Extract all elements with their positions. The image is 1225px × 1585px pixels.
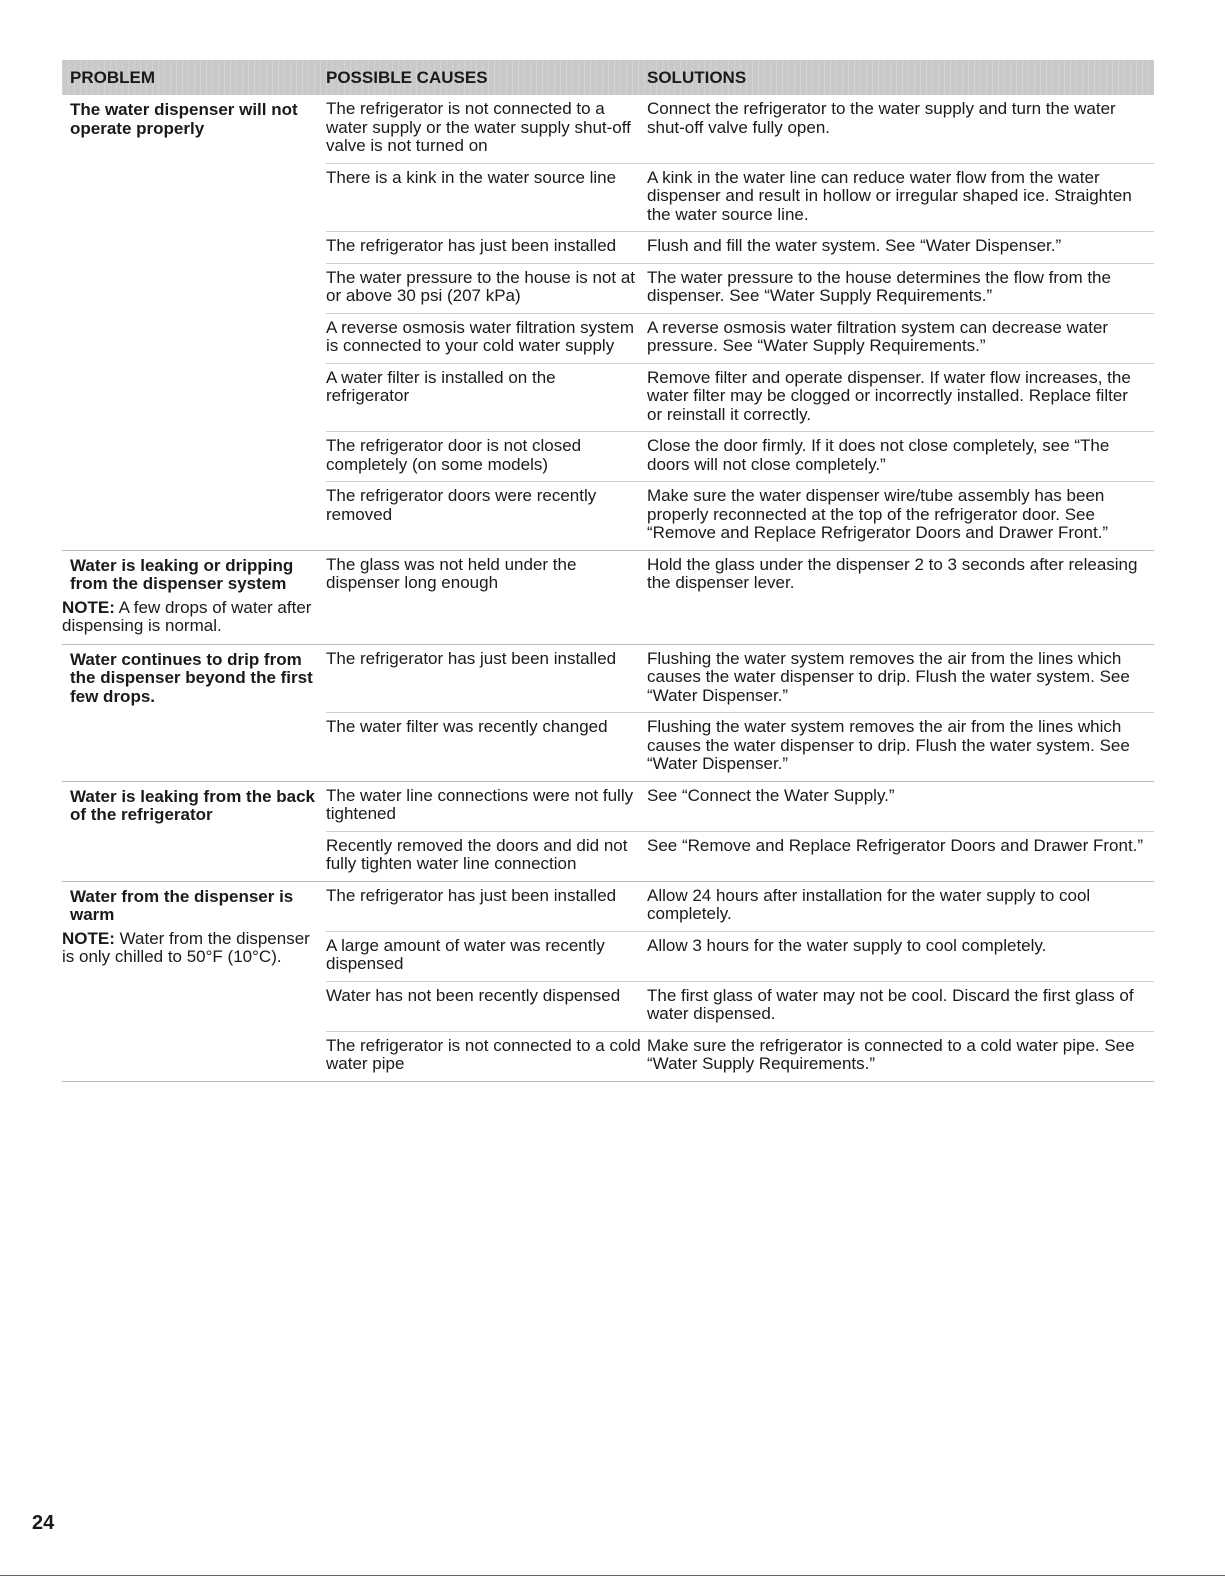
solution-cell: Flushing the water system removes the air from the lines which causes the water dispenser to drip. Flush the water system. See “Water Dispenser.” [647, 648, 1130, 705]
table-row [326, 264, 1154, 314]
solution-cell: Hold the glass under the dispenser 2 to 3 seconds after releasing the dispenser lever. [647, 554, 1138, 592]
table-row [326, 932, 1154, 982]
note-label: NOTE: [62, 928, 115, 948]
cause-solution-list [326, 782, 1154, 881]
table-row [326, 832, 1154, 881]
solution-cell: Remove filter and operate dispenser. If water flow increases, the water filter may be clogged or incorrectly installed. Replace filter or reinstall it correctly. [647, 367, 1131, 424]
solution-cell: The first glass of water may not be cool. Discard the first glass of water dispensed. [647, 985, 1134, 1023]
problem-cell [62, 782, 326, 881]
problem-note [62, 599, 326, 636]
solution-cell: The water pressure to the house determines the flow from the dispenser. See “Water Supply Requirements.” [647, 267, 1111, 305]
table-row [326, 232, 1154, 264]
problem-cell [62, 95, 326, 550]
cause-cell: The refrigerator has just been installed [326, 236, 617, 255]
problem-group [62, 645, 1154, 782]
table-row [326, 551, 1154, 600]
solution-cell: Flushing the water system removes the air from the lines which causes the water dispenser to drip. Flush the water system. See “Water Dispenser.” [647, 717, 1130, 773]
cause-cell: The refrigerator door is not closed completely (on some models) [326, 436, 582, 474]
table-row [326, 314, 1154, 364]
problem-note [62, 930, 326, 967]
table-row [326, 713, 1154, 781]
cause-cell: The water line connections were not fully tightened [326, 785, 634, 823]
table-row [326, 1032, 1154, 1081]
problem-cell [62, 551, 326, 644]
header-problem: PROBLEM [70, 67, 155, 87]
page-number: 24 [32, 1512, 55, 1534]
note-text: Water from the dispenser is only chilled to 50°F (10°C). [62, 928, 310, 966]
cause-cell: Recently removed the doors and did not fully tighten water line connection [326, 835, 628, 873]
cause-solution-list [326, 882, 1154, 1081]
problem-cell [62, 645, 326, 781]
table-row [326, 482, 1154, 550]
cause-cell: The refrigerator has just been installed [326, 885, 617, 905]
cause-cell: The refrigerator doors were recently removed [326, 486, 597, 524]
cause-solution-list [326, 551, 1154, 644]
cause-cell: A large amount of water was recently dispensed [326, 935, 605, 973]
solution-cell: A reverse osmosis water filtration system can decrease water pressure. See “Water Supply Requirements.” [647, 317, 1109, 355]
cause-cell: The refrigerator has just been installed [326, 648, 617, 668]
cause-cell: The refrigerator is not connected to a cold water pipe [326, 1035, 641, 1073]
table-row [326, 982, 1154, 1032]
problem-group [62, 95, 1154, 551]
table-header [62, 60, 1154, 95]
cause-cell: The water pressure to the house is not at or above 30 psi (207 kPa) [326, 267, 636, 305]
cause-cell: A water filter is installed on the refrigerator [326, 367, 556, 405]
table-row [326, 364, 1154, 433]
note-text: A few drops of water after dispensing is normal. [62, 597, 312, 635]
table-row [326, 882, 1154, 932]
cause-cell: Water has not been recently dispensed [326, 985, 621, 1005]
cause-solution-list [326, 645, 1154, 781]
bottom-rule [0, 1575, 1225, 1576]
table-row [326, 95, 1154, 164]
problem-title: Water is leaking or dripping from the dispenser system [70, 555, 294, 593]
problem-group [62, 782, 1154, 882]
solution-cell: Make sure the water dispenser wire/tube assembly has been properly reconnected at the top of the refrigerator door. See “Remove and Replace Refrigerator Doors and Drawer Front.” [647, 486, 1109, 542]
problem-group [62, 882, 1154, 1082]
header-solutions: SOLUTIONS [647, 67, 747, 87]
solution-cell: See “Connect the Water Supply.” [647, 785, 895, 805]
problem-title: Water continues to drip from the dispenser beyond the first few drops. [70, 649, 313, 706]
table-row [326, 432, 1154, 482]
header-possible-causes: POSSIBLE CAUSES [326, 67, 488, 87]
problem-title: The water dispenser will not operate properly [70, 100, 298, 138]
solution-cell: Make sure the refrigerator is connected to a cold water pipe. See “Water Supply Requirements.” [647, 1035, 1135, 1073]
solution-cell: Allow 24 hours after installation for the water supply to cool completely. [647, 885, 1091, 923]
note-label: NOTE: [62, 597, 115, 617]
solution-cell: Allow 3 hours for the water supply to cool completely. [647, 935, 1047, 955]
solution-cell: Flush and fill the water system. See “Water Dispenser.” [647, 236, 1062, 255]
table-row [326, 645, 1154, 714]
table-row [326, 782, 1154, 832]
problem-title: Water from the dispenser is warm [70, 886, 294, 924]
cause-cell: The glass was not held under the dispenser long enough [326, 554, 577, 592]
solution-cell: A kink in the water line can reduce water flow from the water dispenser and result in hollow or irregular shaped ice. Straighten the water source line. [647, 167, 1132, 224]
cause-cell: There is a kink in the water source line [326, 167, 617, 187]
solution-cell: See “Remove and Replace Refrigerator Doors and Drawer Front.” [647, 835, 1144, 855]
solution-cell: Close the door firmly. If it does not close completely, see “The doors will not close completely.” [647, 436, 1110, 474]
cause-solution-list [326, 95, 1154, 550]
cause-cell: The refrigerator is not connected to a water supply or the water supply shut-off valve is not turned on [326, 99, 631, 155]
solution-cell: Connect the refrigerator to the water supply and turn the water shut-off valve fully open. [647, 99, 1116, 137]
cause-cell: The water filter was recently changed [326, 717, 608, 736]
table-body [62, 95, 1154, 1082]
problem-cell [62, 882, 326, 1081]
table-row [326, 164, 1154, 233]
troubleshooting-table [62, 60, 1154, 1082]
problem-group [62, 551, 1154, 645]
cause-cell: A reverse osmosis water filtration system is connected to your cold water supply [326, 317, 634, 355]
problem-title: Water is leaking from the back of the refrigerator [70, 786, 315, 824]
